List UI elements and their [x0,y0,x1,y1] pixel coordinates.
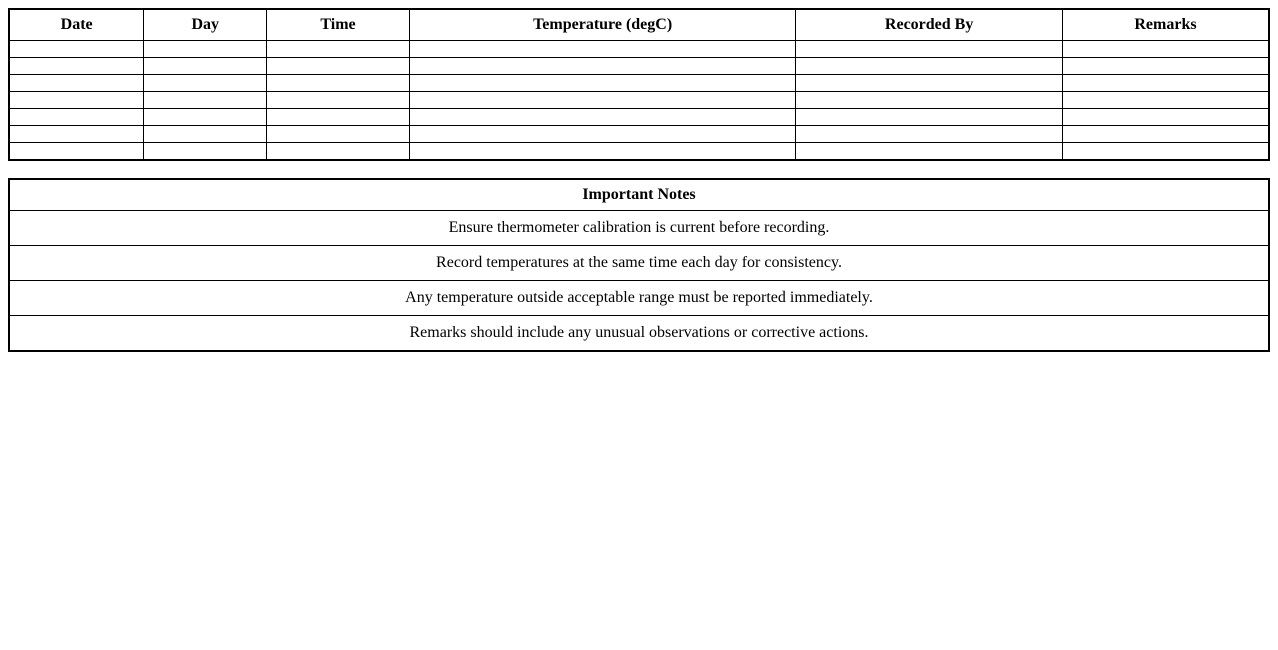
column-header-date: Date [9,9,144,41]
column-header-day: Day [144,9,267,41]
log-table-empty-cell [409,92,795,109]
note-row [9,316,1269,352]
column-header-recorded-by: Recorded By [796,9,1063,41]
log-table-empty-cell [1062,143,1269,161]
note-row [9,281,1269,316]
log-table-empty-cell [9,126,144,143]
log-table-empty-cell [267,109,410,126]
log-table-empty-cell [409,41,795,58]
note-item: Remarks should include any unusual observations or corrective actions. [9,316,1269,352]
log-table-empty-cell [9,92,144,109]
log-table-empty-cell [796,92,1063,109]
log-table-empty-cell [1062,92,1269,109]
log-table-empty-row [9,109,1269,126]
log-table-empty-cell [409,126,795,143]
log-table-empty-cell [144,92,267,109]
log-table-header-row [9,9,1269,41]
log-table-empty-cell [267,41,410,58]
log-table-empty-cell [1062,58,1269,75]
important-notes-table [8,178,1270,352]
note-item: Any temperature outside acceptable range must be reported immediately. [9,281,1269,316]
log-table-empty-cell [267,58,410,75]
notes-title: Important Notes [9,179,1269,211]
log-table-empty-cell [267,92,410,109]
log-table-empty-row [9,126,1269,143]
note-row [9,211,1269,246]
log-table-empty-cell [144,58,267,75]
log-table-empty-cell [796,143,1063,161]
log-table-empty-row [9,143,1269,161]
log-table-empty-cell [1062,109,1269,126]
log-table-empty-cell [9,41,144,58]
log-table-empty-cell [409,58,795,75]
log-table-empty-cell [409,75,795,92]
column-header-temperature: Temperature (degC) [409,9,795,41]
column-header-time: Time [267,9,410,41]
temperature-log-table [8,8,1270,161]
log-table-empty-cell [9,109,144,126]
column-header-remarks: Remarks [1062,9,1269,41]
log-table-empty-cell [796,109,1063,126]
log-table-empty-cell [409,109,795,126]
log-table-empty-row [9,92,1269,109]
note-item: Record temperatures at the same time each day for consistency. [9,246,1269,281]
log-table-empty-cell [1062,75,1269,92]
log-table-empty-cell [144,143,267,161]
notes-title-row [9,179,1269,211]
log-table-empty-cell [409,143,795,161]
note-item: Ensure thermometer calibration is current before recording. [9,211,1269,246]
log-table-empty-cell [1062,41,1269,58]
log-table-empty-cell [796,75,1063,92]
note-row [9,246,1269,281]
log-table-empty-cell [267,143,410,161]
log-table-empty-cell [9,75,144,92]
log-table-body [9,41,1269,161]
log-table-empty-cell [796,126,1063,143]
log-table-empty-row [9,41,1269,58]
log-table-empty-cell [267,75,410,92]
log-table-empty-cell [796,41,1063,58]
log-table-empty-cell [796,58,1063,75]
log-table-empty-cell [144,75,267,92]
log-table-empty-row [9,75,1269,92]
log-table-empty-cell [267,126,410,143]
log-table-empty-cell [144,109,267,126]
log-table-empty-cell [1062,126,1269,143]
log-table-empty-cell [144,41,267,58]
log-table-empty-cell [9,143,144,161]
log-table-empty-row [9,58,1269,75]
log-table-empty-cell [9,58,144,75]
log-table-empty-cell [144,126,267,143]
